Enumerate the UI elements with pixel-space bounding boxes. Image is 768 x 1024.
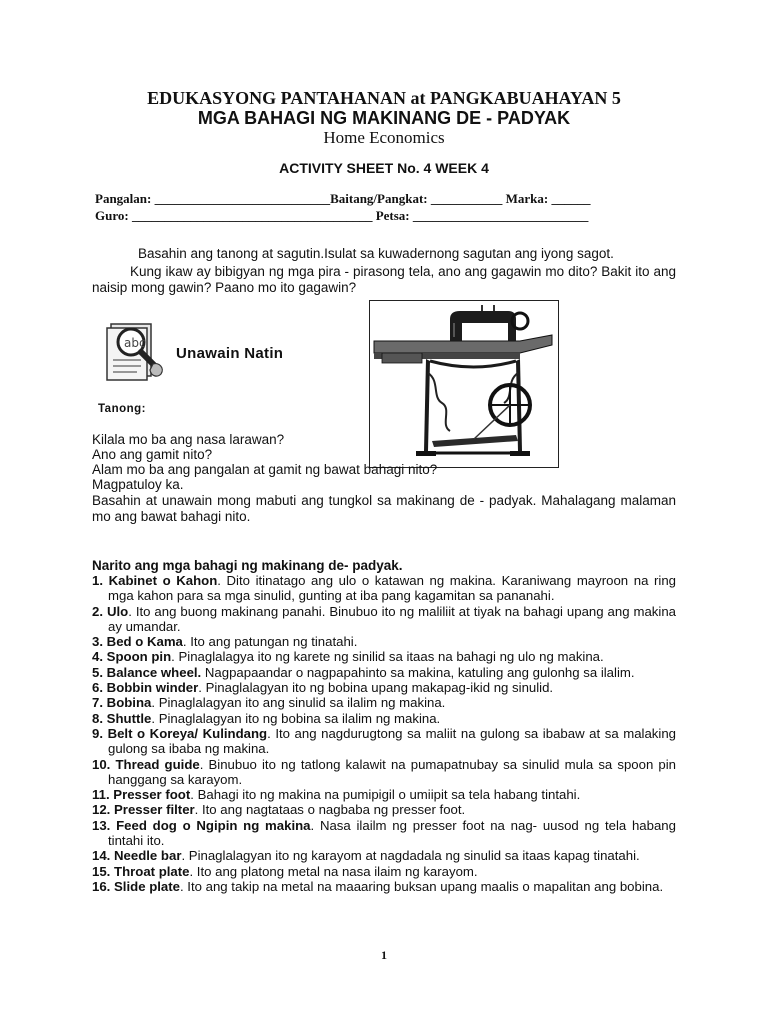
page-number: 1 [381, 948, 387, 962]
list-item [92, 680, 676, 695]
part-name: Throat plate [114, 863, 190, 879]
info-row-teacher: Guro: _____________________________________ Petsa: ___________________________ [95, 208, 589, 223]
part-description: Nagpapaandar o nagpapahinto sa makina, katuling ang gulonhg sa ilalim. [201, 664, 635, 680]
part-name: Presser filter [114, 802, 195, 818]
part-name: Presser foot [113, 787, 191, 803]
parts-list [92, 573, 676, 894]
activity-sheet-label: ACTIVITY SHEET No. 4 WEEK 4 [279, 160, 489, 176]
question-line: Magpatuloy ka. [92, 477, 184, 492]
part-description: . Dito itinatago ang ulo o katawan ng makina. Karaniwang mayroon na ring mga kahon para sa mga sinulid, gunting at iba pang kagamitan sa pananahi. [108, 573, 676, 604]
part-number: 9. [92, 725, 103, 741]
treadle-sewing-machine-icon [370, 301, 558, 467]
part-name: Bobbin winder [106, 680, 199, 696]
reading-instruction: Basahin at unawain mong mabuti ang tungkol sa makinang de - padyak. Mahalagang malaman mo ang bawat bahagi nito. [92, 493, 676, 524]
question-line: Kilala mo ba ang nasa larawan? [92, 432, 285, 447]
sewing-machine-image [369, 300, 559, 468]
list-item [92, 634, 676, 649]
subject-label: Home Economics [323, 128, 445, 147]
part-number: 5. [92, 664, 103, 680]
list-item [92, 787, 676, 802]
list-item [92, 604, 676, 635]
part-description: . Pinaglalagya ito ng karete ng sinilid sa itaas na bahagi ng ulo ng makina. [171, 649, 604, 665]
part-number: 12. [92, 802, 111, 818]
part-name: Ulo [106, 603, 129, 619]
info-row-name: Pangalan: ___________________________Baitang/Pangkat: ___________ Marka: ______ [95, 191, 591, 206]
document-title: EDUKASYONG PANTAHANAN at PANGKABUAHAYAN 5 [147, 88, 621, 108]
part-number: 13. [92, 817, 111, 833]
part-number: 7. [92, 695, 103, 711]
part-name: Belt o Koreya/ Kulindang [107, 725, 268, 741]
part-description: . Ito ang nagdurugtong sa maliit na gulong sa ibabaw at sa malaking gulong sa ibaba ng makina. [108, 725, 676, 757]
question-line: Ano ang gamit nito? [92, 447, 213, 462]
intro-instruction: Basahin ang tanong at sagutin.Isulat sa kuwadernong sagutan ang iyong sagot. [138, 246, 614, 261]
part-number: 8. [92, 710, 103, 726]
svg-text:abc: abc [124, 336, 146, 350]
list-item [92, 864, 676, 879]
part-number: 1. [92, 573, 103, 588]
list-item [92, 757, 676, 788]
part-number: 11. [92, 787, 110, 803]
part-number: 16. [92, 878, 111, 894]
list-item [92, 711, 676, 726]
list-item [92, 802, 676, 817]
part-name: Balance wheel. [106, 664, 202, 680]
part-name: Shuttle [106, 710, 152, 726]
question-line: Alam mo ba ang pangalan at gamit ng bawat bahagi nito? [92, 462, 438, 477]
part-description: . Pinaglalagyan ito ng karayom at nagdadala ng sinulid sa itaas kapag tinatahi. [181, 848, 640, 864]
list-item [92, 649, 676, 664]
part-number: 15. [92, 863, 111, 879]
part-name: Slide plate [114, 878, 180, 894]
part-name: Thread guide [115, 756, 200, 772]
part-name: Spoon pin [106, 649, 172, 665]
list-item [92, 695, 676, 710]
section-title: Unawain Natin [176, 345, 284, 362]
part-name: Bobina [106, 695, 152, 711]
part-description: . Ito ang patungan ng tinatahi. [182, 634, 358, 650]
tanong-label: Tanong: [98, 403, 146, 415]
part-description: . Ito ang platong metal na nasa ilaim ng karayom. [189, 863, 478, 879]
part-name: Needle bar [114, 848, 182, 864]
part-number: 4. [92, 649, 103, 665]
document-subtitle: MGA BAHAGI NG MAKINANG DE - PADYAK [197, 108, 571, 128]
part-number: 3. [92, 634, 103, 650]
part-description: . Pinaglalagyan ito ang sinulid sa ilalim ng makina. [151, 695, 446, 711]
part-name: Kabinet o Kahon [108, 573, 218, 588]
intro-question: Kung ikaw ay bibigyan ng mga pira - pirasong tela, ano ang gagawin mo dito? Bakit ito ang naisip mong gawin? Paano mo ito gagawin? [92, 264, 676, 295]
part-number: 2. [92, 603, 103, 619]
part-description: . Pinaglalagyan ito ng bobina sa ilalim ng makina. [151, 710, 441, 726]
list-item [92, 726, 676, 757]
part-name: Feed dog o Ngipin ng makina [116, 817, 311, 833]
part-number: 6. [92, 680, 103, 696]
list-item [92, 573, 676, 604]
list-item [92, 818, 676, 849]
part-description: . Pinaglalagyan ito ng bobina upang makapag-ikid ng sinulid. [198, 680, 554, 696]
list-item [92, 879, 676, 894]
part-description: . Ito ang buong makinang panahi. Binubuo ito ng maliliit at tiyak na bahagi upang ang makina ay umandar. [108, 603, 676, 634]
part-description: . Binubuo ito ng tatlong kalawit na pumapatnubay sa sinulid mula sa spoon pin hanggang sa karayom. [108, 756, 677, 787]
list-item [92, 848, 676, 863]
part-description: . Bahagi ito ng makina na pumipigil o umiipit sa tela habang tintahi. [190, 787, 581, 803]
part-name: Bed o Kama [106, 634, 183, 650]
parts-list-title: Narito ang mga bahagi ng makinang de- padyak. [92, 558, 403, 573]
part-description: . Nasa ilailm ng presser foot na nag- uusod ng tela habang tintahi ito. [108, 817, 676, 849]
part-description: . Ito ang nagtataas o nagbaba ng presser foot. [194, 802, 466, 818]
list-item [92, 665, 676, 680]
part-description: . Ito ang takip na metal na maaaring buksan upang maalis o mapalitan ang bobina. [179, 878, 664, 894]
part-number: 14. [92, 848, 111, 864]
part-number: 10. [92, 756, 111, 772]
magnifier-over-document-icon [103, 320, 171, 382]
